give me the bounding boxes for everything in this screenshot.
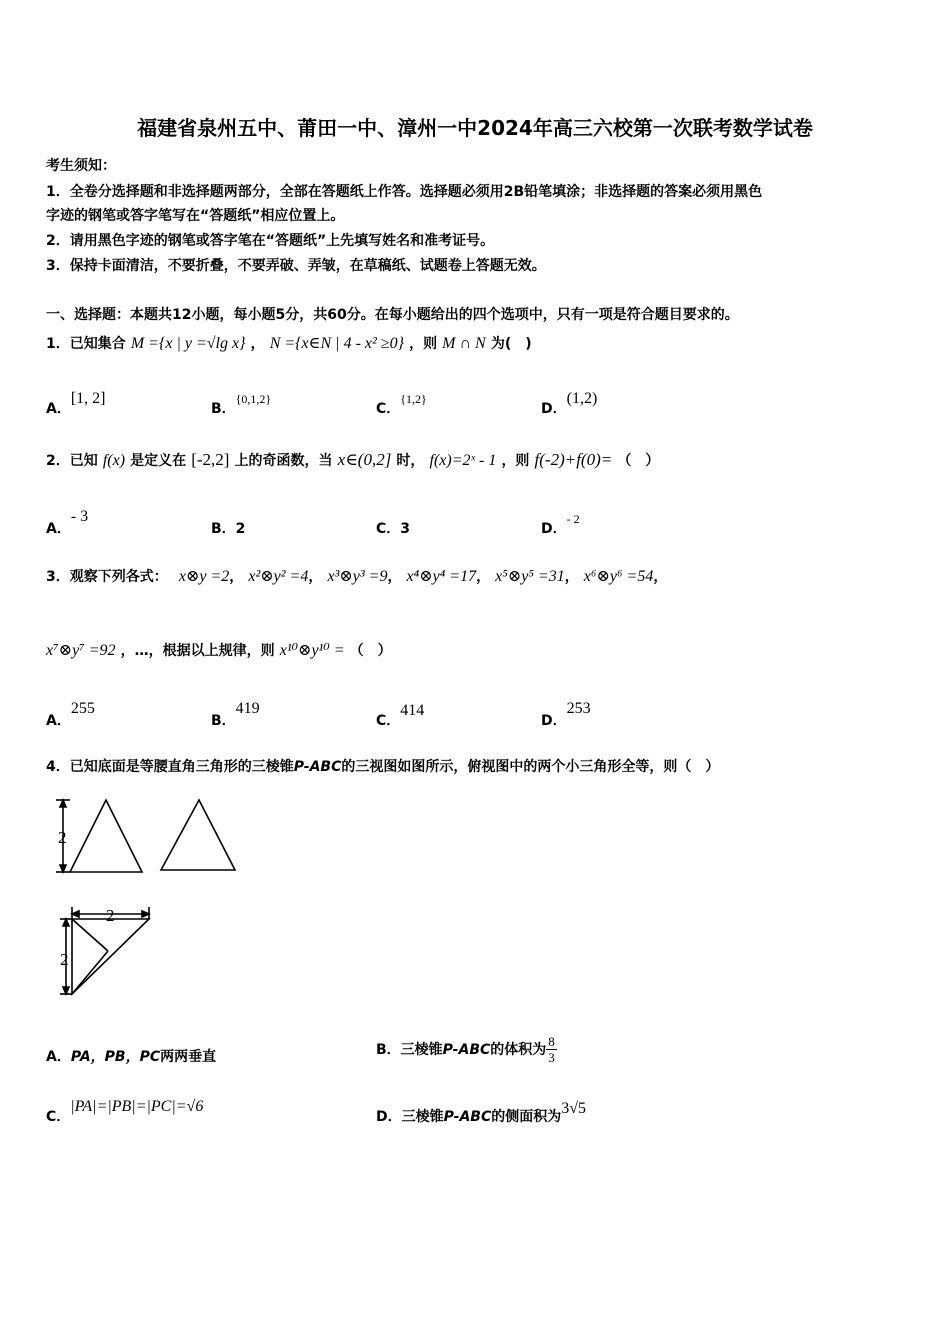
q4-option-d[interactable]: D．三棱锥P-ABC的侧面积为3√5	[376, 1100, 587, 1125]
q1-expr: M ∩ N	[442, 335, 486, 352]
q2-function: f(x)=2ˣ - 1	[429, 452, 497, 469]
q1-middle: ，则	[409, 336, 438, 352]
top-view-width-dim: 2	[106, 906, 115, 925]
q3-option-a[interactable]: A．255	[46, 700, 95, 729]
front-view-dim: 2	[58, 828, 67, 847]
front-view	[56, 800, 142, 872]
q2-option-c[interactable]: C．3	[376, 521, 411, 537]
question-3: 3．观察下列各式： x⊗y =2， x²⊗y² =4， x³⊗y³ =9， x⁴⊗y⁴ =17， x⁵⊗y⁵ =31， x⁶⊗y⁶ =54，	[46, 568, 668, 585]
q1-set-m: M ={x | y =√lg x}	[130, 335, 246, 352]
q2-fx: f(x)	[102, 452, 126, 469]
q4-pabc: P-ABC	[293, 759, 342, 775]
question-3-cont	[46, 640, 392, 660]
q4-rest: 的三视图如图所示，俯视图中的两个小三角形全等，则（ ）	[341, 759, 720, 775]
q3-eq-3: x³⊗y³ =9	[327, 568, 388, 585]
q3-eq-2: x²⊗y² =4	[248, 568, 309, 585]
q3-option-b[interactable]: B．419	[211, 700, 260, 729]
q3-prefix: 3．观察下列各式：	[46, 569, 168, 585]
top-view	[60, 907, 149, 994]
q4-volume-fraction: $\frac{8}{3}$	[548, 1034, 555, 1065]
q2-text-3: 时，	[396, 453, 425, 469]
q2-suffix: （ ）	[617, 453, 660, 469]
q2-prefix: 2．已知	[46, 453, 98, 469]
q2-text-1: 是定义在	[130, 453, 187, 469]
q3-eq-7: x⁷⊗y⁷ =92	[46, 642, 116, 659]
q4-prefix: 4．已知底面是等腰直角三角形的三棱锥	[46, 759, 294, 775]
q3-option-d[interactable]: D．253	[541, 700, 591, 729]
q2-ask: f(-2)+f(0)=	[534, 450, 613, 469]
q2-text-2: 上的奇函数，当	[234, 453, 333, 469]
q3-text-1: ，…，根据以上规律，则	[120, 643, 275, 659]
q1-option-c[interactable]: C．{1,2}	[376, 392, 427, 417]
question-1	[46, 333, 532, 353]
q1-option-b[interactable]: B．{0,1,2}	[211, 392, 272, 417]
q3-option-c[interactable]: C．414	[376, 702, 425, 729]
section-1-header: 一、选择题：本题共12小题，每小题5分，共60分。在每小题给出的四个选项中，只有一项是符合题目要求的。	[46, 307, 739, 323]
q1-sep: ，	[250, 336, 265, 352]
q3-eq-5: x⁵⊗y⁵ =31	[495, 568, 565, 585]
q2-option-a[interactable]: A．- 3	[46, 508, 89, 537]
notice-item-1: 1．全卷分选择题和非选择题两部分，全部在答题纸上作答。选择题必须用2B铅笔填涂；非选择题的答案必须用黑色	[46, 184, 763, 200]
side-view	[161, 800, 235, 870]
q4-option-a[interactable]: A．PA，PB，PC两两垂直	[46, 1049, 217, 1065]
notice-item-2: 2．请用黑色字迹的钢笔或答字笔在“答题纸”上先填写姓名和准考证号。	[46, 233, 495, 249]
page-title: 福建省泉州五中、莆田一中、漳州一中2024年高三六校第一次联考数学试卷	[137, 116, 813, 140]
question-2	[46, 450, 659, 470]
q1-suffix: 为( )	[490, 336, 532, 352]
q1-option-d[interactable]: D．(1,2)	[541, 390, 598, 417]
q3-eq-6: x⁶⊗y⁶ =54	[583, 568, 654, 585]
question-4	[46, 756, 719, 776]
q1-prefix: 1．已知集合	[46, 336, 126, 352]
q3-suffix: （ ）	[349, 643, 392, 659]
notice-item-3: 3．保持卡面清洁，不要折叠，不要弄破、弄皱，在草稿纸、试题卷上答题无效。	[46, 258, 546, 274]
notice-item-1-cont: 字迹的钢笔或答字笔写在“答题纸”相应位置上。	[46, 208, 345, 224]
notice-heading: 考生须知：	[46, 158, 116, 174]
q2-condition: x∈(0,2]	[337, 450, 392, 469]
q3-ask: x¹⁰⊗y¹⁰ =	[279, 642, 345, 659]
q1-option-a[interactable]: A．[1, 2]	[46, 390, 106, 417]
q3-eq-1: x⊗y =2	[178, 568, 230, 585]
three-view-figure	[50, 795, 250, 1000]
q2-text-4: ，则	[501, 453, 530, 469]
q1-set-n: N ={x∈N | 4 - x² ≥0}	[269, 335, 404, 352]
q2-interval: [-2,2]	[191, 450, 230, 469]
q2-option-d[interactable]: D．- 2	[541, 512, 580, 537]
q3-eq-4: x⁴⊗y⁴ =17	[406, 568, 477, 585]
q2-option-b[interactable]: B．2	[211, 521, 246, 537]
top-view-height-dim: 2	[60, 950, 69, 969]
q4-option-b[interactable]: B．三棱锥P-ABC的体积为 $\frac{8}{3}$	[376, 1034, 555, 1065]
q4-option-c[interactable]: C．|PA|=|PB|=|PC|=√6	[46, 1098, 204, 1125]
